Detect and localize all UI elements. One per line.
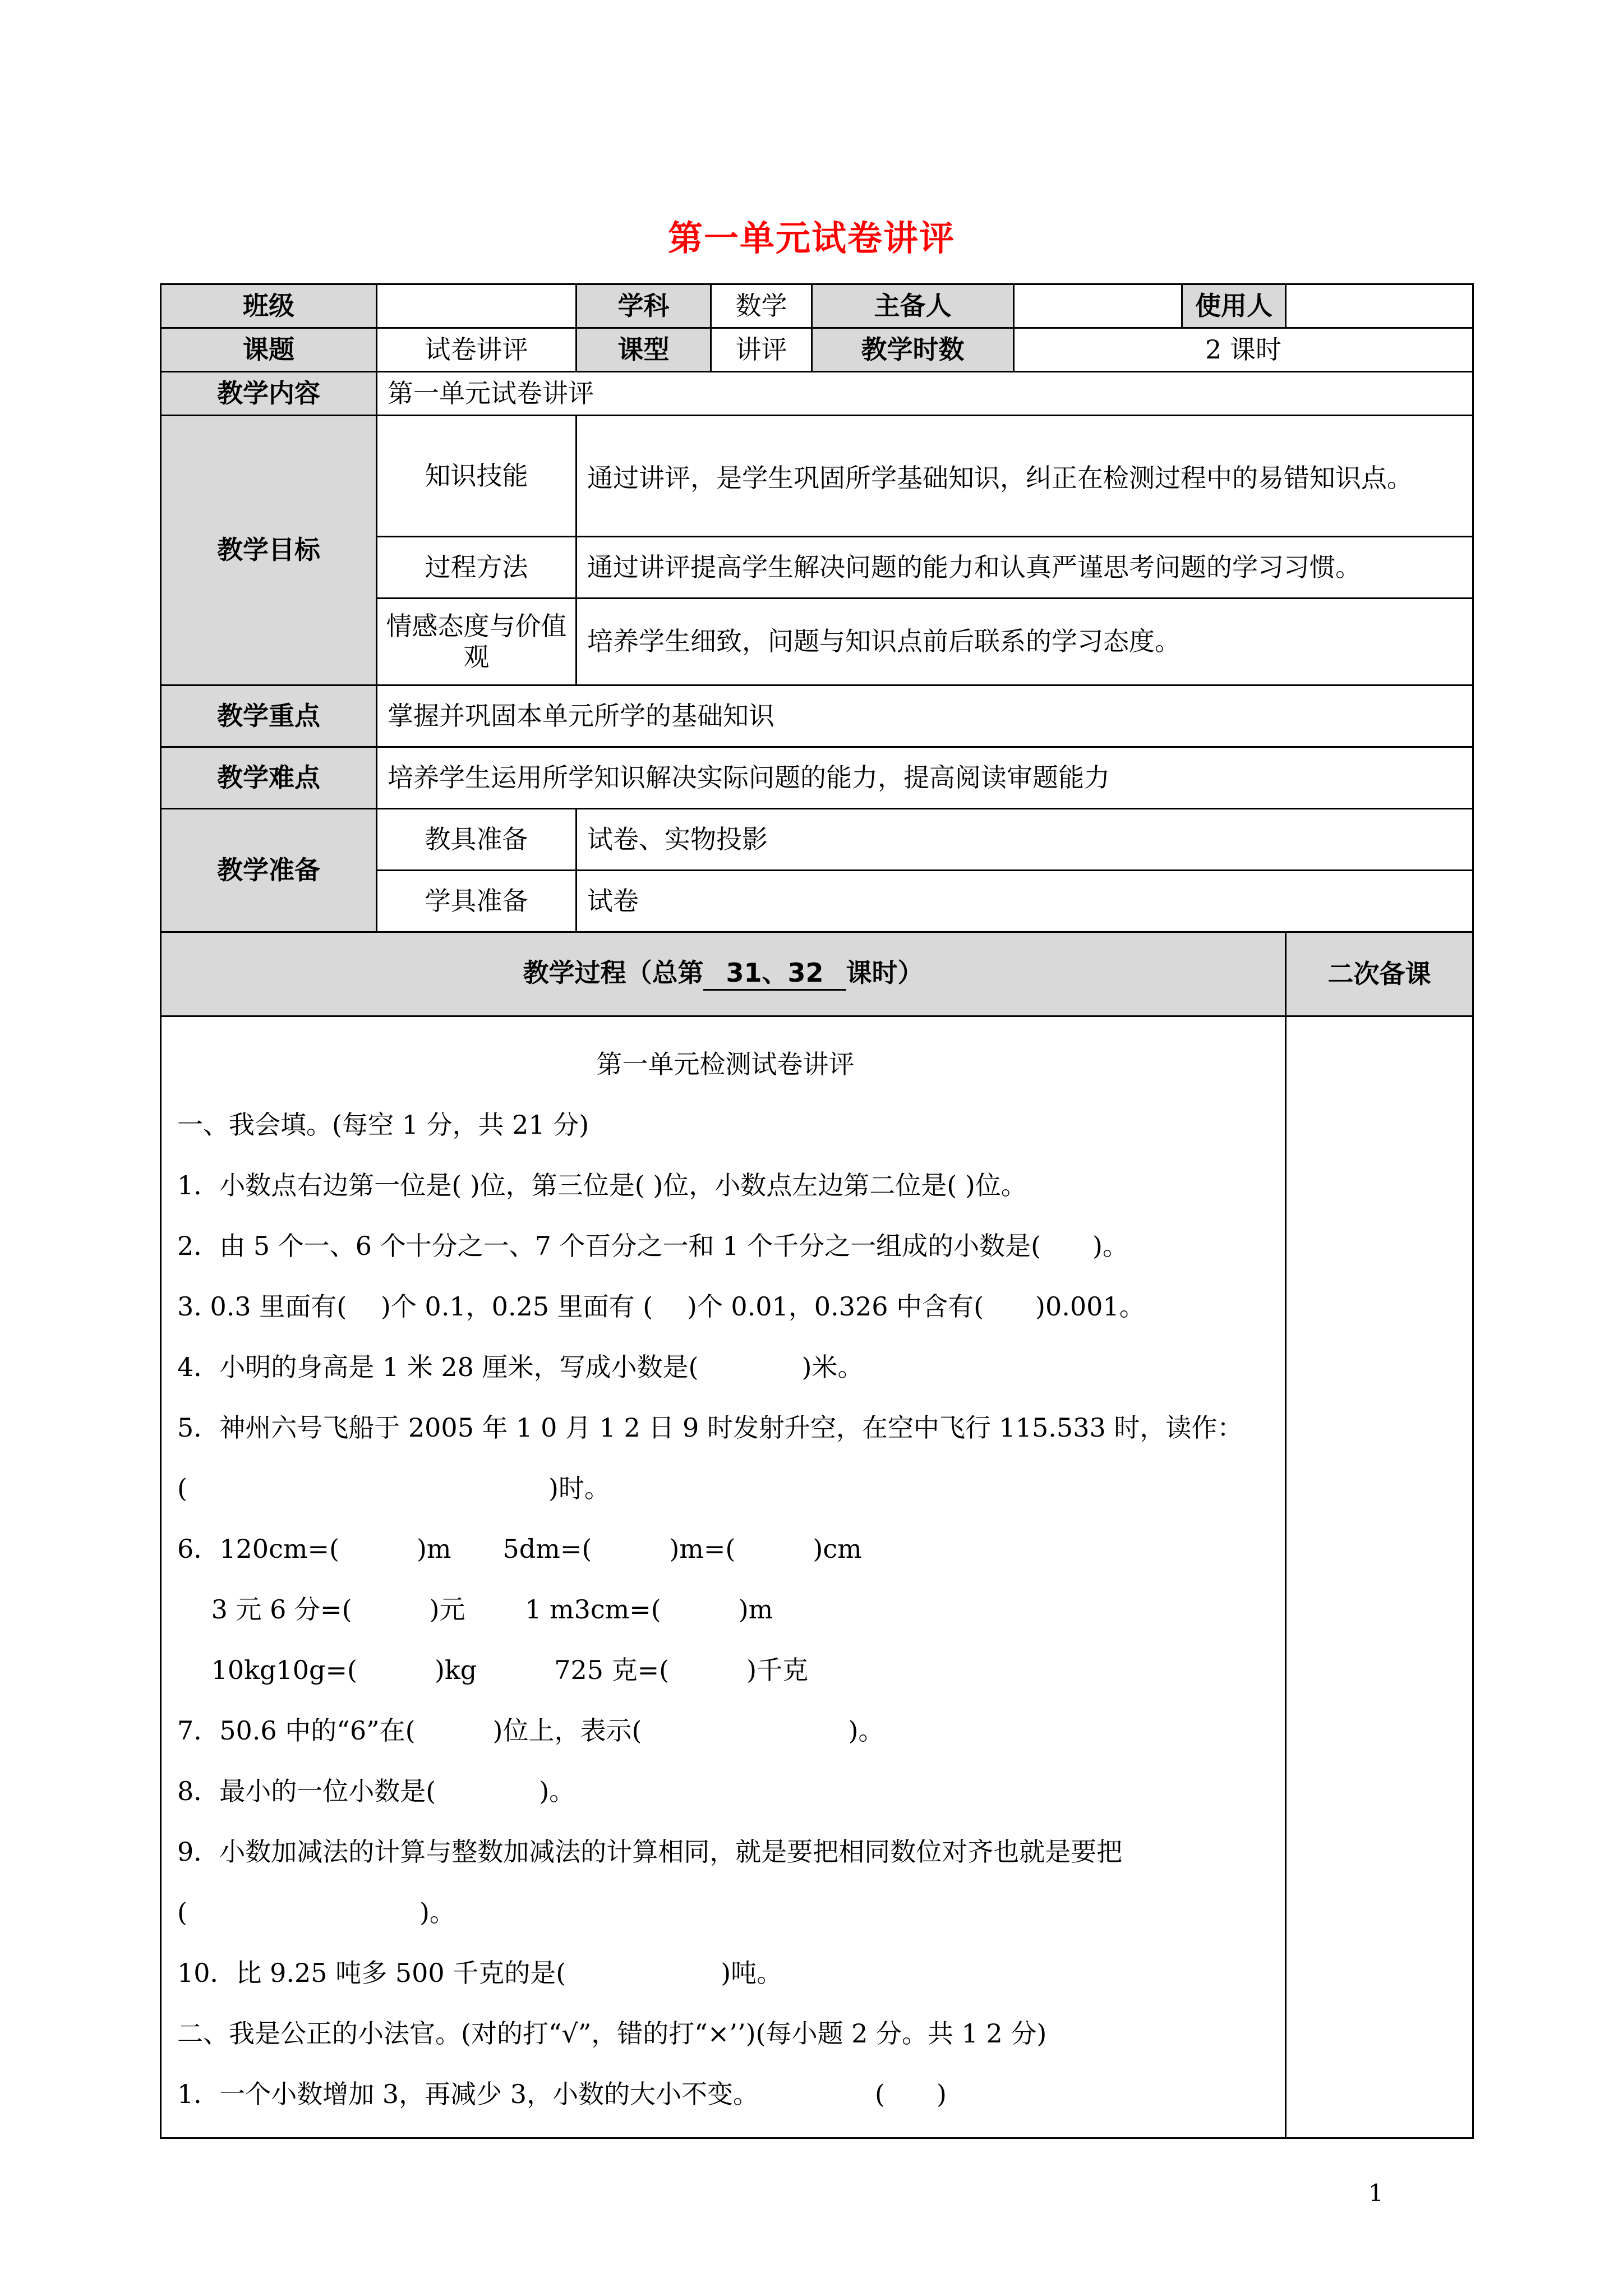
process-header: [161, 932, 1286, 1016]
preparer-value: [1014, 284, 1182, 328]
question-line: 6．120cm=( )m 5dm=( )m=( )cm: [177, 1534, 862, 1564]
teacher-prep-label: 教具准备: [377, 809, 577, 871]
question-line: ( )。: [177, 1897, 455, 1927]
preparer-label: 主备人: [812, 284, 1014, 328]
process-body-row: [161, 1016, 1473, 2138]
user-value: [1286, 284, 1473, 328]
section-two-heading: 二、我是公正的小法官。(对的打“√”，错的打“×’’)(每小题 2 分。共 1 2 分): [177, 2018, 1047, 2049]
key-point-label: 教学重点: [161, 685, 377, 747]
user-label: 使用人: [1182, 284, 1286, 328]
subject-label: 学科: [577, 284, 711, 328]
emotion-value: 培养学生细致，问题与知识点前后联系的学习态度。: [577, 599, 1473, 685]
content-row: [161, 372, 1473, 416]
process-header-hours: 31、32: [703, 958, 846, 990]
question-line: 5．神州六号飞船于 2005 年 1 0 月 1 2 日 9 时发射升空，在空中飞行 115.533 时，读作：: [177, 1412, 1243, 1443]
question-line: 9．小数加减法的计算与整数加减法的计算相同，就是要把相同数位对齐也就是要把: [177, 1837, 1123, 1867]
hours-label: 教学时数: [812, 328, 1014, 372]
question-line: ( )时。: [177, 1473, 610, 1503]
question-line: 1．小数点右边第一位是( )位，第三位是( )位，小数点左边第二位是( )位。: [177, 1170, 1027, 1200]
second-prep-label: 二次备课: [1286, 932, 1473, 1016]
type-value: 讲评: [711, 328, 812, 372]
process-content: [161, 1016, 1286, 2138]
prep-label: 教学准备: [161, 809, 377, 932]
second-prep-area: [1286, 1016, 1473, 2138]
key-point-row: [161, 685, 1473, 747]
section-one-heading: 一、我会填。(每空 1 分，共 21 分): [177, 1110, 589, 1140]
question-line: 10kg10g=( )kg 725 克=( )千克: [177, 1655, 809, 1685]
student-prep-label: 学具准备: [377, 871, 577, 932]
topic-value: 试卷讲评: [377, 328, 577, 372]
question-line: 7．50.6 中的“6”在( )位上，表示( )。: [177, 1715, 884, 1746]
type-label: 课型: [577, 328, 711, 372]
question-line: 1．一个小数增加 3，再减少 3，小数的大小不变。 ( ): [177, 2079, 947, 2109]
prep-teacher-row: [161, 809, 1473, 871]
document-title: 第一单元试卷讲评: [667, 218, 955, 259]
info-row-2: [161, 328, 1473, 372]
knowledge-value: 通过讲评，是学生巩固所学基础知识，纠正在检测过程中的易错知识点。: [577, 416, 1473, 537]
difficulty-value: 培养学生运用所学知识解决实际问题的能力，提高阅读审题能力: [377, 747, 1473, 809]
process-header-prefix: 教学过程（总第: [523, 958, 704, 988]
teacher-prep-value: 试卷、实物投影: [577, 809, 1473, 871]
question-line: 3 元 6 分=( )元 1 m3cm=( )m: [177, 1594, 773, 1625]
question-line: 10．比 9.25 吨多 500 千克的是( )吨。: [177, 1958, 783, 1988]
knowledge-label: 知识技能: [377, 416, 577, 537]
student-prep-value: 试卷: [577, 871, 1473, 932]
content-value: 第一单元试卷讲评: [377, 372, 1473, 416]
hours-value: 2 课时: [1014, 328, 1473, 372]
process-header-row: [161, 932, 1473, 1016]
subject-value: 数学: [711, 284, 812, 328]
question-line: 2．由 5 个一、6 个十分之一、7 个百分之一和 1 个千分之一组成的小数是( )。: [177, 1231, 1128, 1261]
info-row-1: [161, 284, 1473, 328]
goal-knowledge-row: [161, 416, 1473, 537]
process-method-value: 通过讲评提高学生解决问题的能力和认真严谨思考问题的学习习惯。: [577, 537, 1473, 599]
key-point-value: 掌握并巩固本单元所学的基础知识: [377, 685, 1473, 747]
question-line: 8．最小的一位小数是( )。: [177, 1776, 575, 1806]
process-line-title: 第一单元检测试卷讲评: [596, 1049, 855, 1079]
class-value: [377, 284, 577, 328]
content-label: 教学内容: [161, 372, 377, 416]
goals-label: 教学目标: [161, 416, 377, 685]
difficulty-row: [161, 747, 1473, 809]
question-line: 4．小明的身高是 1 米 28 厘米，写成小数是( )米。: [177, 1352, 864, 1382]
difficulty-label: 教学难点: [161, 747, 377, 809]
process-header-suffix: 课时）: [846, 958, 924, 988]
lesson-plan-table: [160, 283, 1474, 2139]
question-line: 3. 0.3 里面有( )个 0.1，0.25 里面有 ( )个 0.01，0.326 中含有( )0.001。: [177, 1291, 1145, 1322]
topic-label: 课题: [161, 328, 377, 372]
page-number: 1: [1368, 2179, 1384, 2207]
class-label: 班级: [161, 284, 377, 328]
emotion-label: 情感态度与价值观: [377, 599, 577, 685]
process-method-label: 过程方法: [377, 537, 577, 599]
